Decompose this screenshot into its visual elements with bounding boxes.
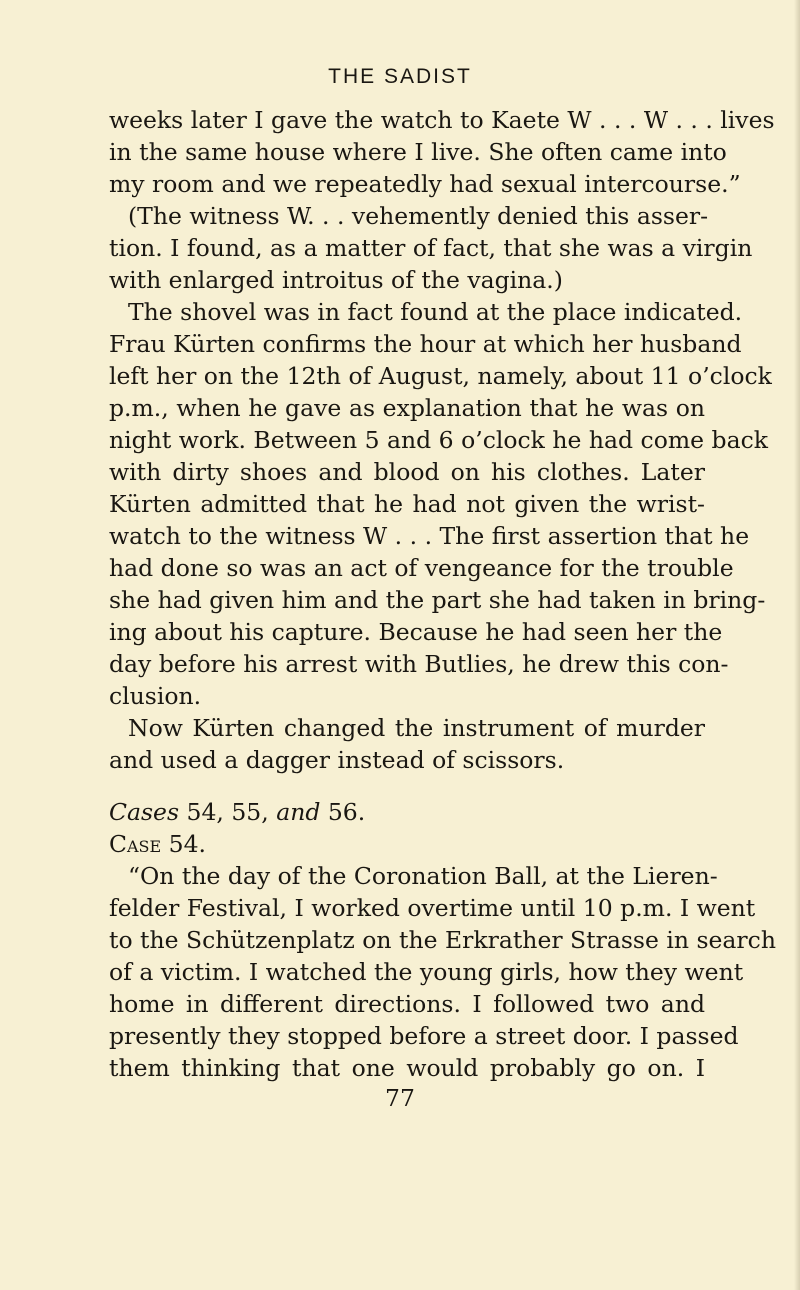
text-line: “On the day of the Coronation Ball, at the Lieren- (128, 862, 718, 890)
text-line: (The witness W. . . vehemently denied this asser- (128, 202, 709, 230)
text-line: Frau Kürten confirms the hour at which her husband (109, 330, 742, 358)
text-line: with dirty shoes and blood on his clothes. Later (109, 458, 705, 486)
text-line: ing about his capture. Because he had seen her the (109, 618, 723, 646)
text-line: had done so was an act of vengeance for the trouble (109, 554, 734, 582)
case-heading: Case 54. (109, 830, 207, 858)
text-line: weeks later I gave the watch to Kaete W . . . W . . . lives (109, 106, 775, 134)
cases-heading (109, 796, 705, 828)
cases-numbers: 54, 55, (179, 798, 277, 826)
cases-word: Cases (109, 798, 180, 826)
running-head: THE SADIST (328, 65, 472, 88)
text-line: presently they stopped before a street door. I passed (109, 1022, 739, 1050)
text-line: The shovel was in fact found at the place indicated. (128, 298, 743, 326)
page-edge-shadow (794, 0, 800, 1290)
text-line: day before his arrest with Butlies, he drew this con- (109, 650, 729, 678)
text-line: of a victim. I watched the young girls, how they went (109, 958, 744, 986)
text-line: felder Festival, I worked overtime until 10 p.m. I went (109, 894, 756, 922)
and-word: and (276, 798, 321, 826)
text-line: Now Kürten changed the instrument of murder (128, 714, 705, 742)
text-line: my room and we repeatedly had sexual intercourse.” (109, 170, 741, 198)
text-line: left her on the 12th of August, namely, about 11 o’clock (109, 362, 772, 390)
page-number: 77 (385, 1084, 415, 1112)
cases-last-number: 56. (320, 798, 366, 826)
text-line: night work. Between 5 and 6 o’clock he had come back (109, 426, 768, 454)
text-line: clusion. (109, 682, 202, 710)
text-line: and used a dagger instead of scissors. (109, 746, 565, 774)
text-line: tion. I found, as a matter of fact, that she was a virgin (109, 234, 753, 262)
text-line: with enlarged introitus of the vagina.) (109, 266, 563, 294)
text-line: Kürten admitted that he had not given the wrist- (109, 490, 705, 518)
text-line: watch to the witness W . . . The first assertion that he (109, 522, 750, 550)
text-line: to the Schützenplatz on the Erkrather Strasse in search (109, 926, 776, 954)
text-line: them thinking that one would probably go on. I (109, 1054, 705, 1082)
text-line: she had given him and the part she had taken in bring- (109, 586, 766, 614)
text-line: p.m., when he gave as explanation that he was on (109, 394, 705, 422)
text-line: in the same house where I live. She often came into (109, 138, 727, 166)
text-line: home in different directions. I followed two and (109, 990, 705, 1018)
